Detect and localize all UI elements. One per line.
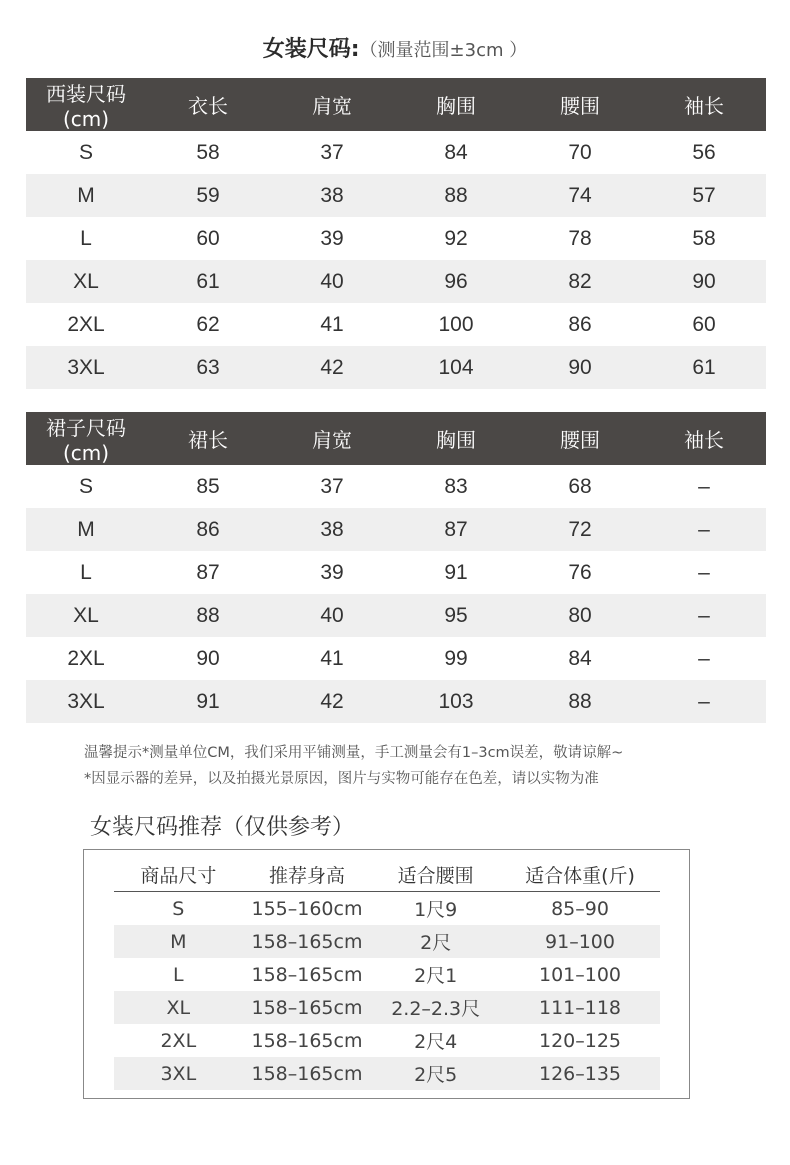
table-row: [114, 1057, 660, 1090]
table-row: [26, 346, 766, 389]
cell-shoulder: 37: [320, 140, 344, 164]
cell-sleeve: 61: [642, 346, 766, 389]
cell-shoulder: 41: [320, 646, 344, 670]
cell-bust: 84: [444, 140, 468, 164]
header-length: 裙长: [146, 412, 270, 465]
header-sleeve: 袖长: [642, 412, 766, 465]
cell-sleeve: –: [642, 594, 766, 637]
table-header-row: [26, 78, 766, 131]
cell-height: 155–160cm: [251, 897, 363, 920]
cell-size: L: [80, 226, 92, 250]
header-bust: 胸围: [394, 78, 518, 131]
recommendation-box: [83, 849, 690, 1099]
header-shoulder: 肩宽: [270, 78, 394, 131]
cell-length: 90: [196, 646, 220, 670]
cell-weight: 126–135: [500, 1057, 660, 1090]
cell-weight: 120–125: [538, 1029, 622, 1052]
cell-bust: 100: [438, 312, 474, 336]
cell-length: 61: [146, 260, 270, 303]
table-row: [26, 508, 766, 551]
cell-shoulder: 39: [320, 226, 344, 250]
cell-waist: 2.2–2.3尺: [371, 991, 500, 1024]
cell-size: 3XL: [26, 346, 146, 389]
cell-sleeve: 57: [642, 174, 766, 217]
cell-shoulder: 40: [270, 260, 394, 303]
cell-shoulder: 41: [320, 312, 344, 336]
table-row: [26, 217, 766, 260]
cell-size: 2XL: [67, 646, 105, 670]
cell-height: 158–165cm: [243, 1057, 372, 1090]
cell-length: 91: [146, 680, 270, 723]
header-size: 裙子尺码(cm): [26, 412, 146, 465]
cell-waist: 70: [568, 140, 592, 164]
cell-bust: 96: [394, 260, 518, 303]
cell-sleeve: 60: [692, 312, 716, 336]
table-row: [26, 637, 766, 680]
note-line: 温馨提示*测量单位CM，我们采用平铺测量，手工测量会有1–3cm误差，敬请谅解~: [84, 745, 624, 761]
cell-height: 158–165cm: [251, 963, 363, 986]
header-sleeve: 袖长: [642, 78, 766, 131]
table-row: [26, 131, 766, 174]
header-length: 衣长: [146, 78, 270, 131]
cell-bust: 104: [394, 346, 518, 389]
table-row: [26, 594, 766, 637]
table-row: [26, 551, 766, 594]
header-waist: 腰围: [518, 78, 642, 131]
cell-length: 86: [146, 508, 270, 551]
header-waist: 适合腰围: [371, 858, 500, 892]
cell-weight: 101–100: [538, 963, 622, 986]
cell-length: 88: [146, 594, 270, 637]
cell-size: S: [172, 897, 185, 920]
cell-waist: 76: [568, 560, 592, 584]
cell-bust: 83: [444, 474, 468, 498]
cell-shoulder: 42: [270, 680, 394, 723]
cell-waist: 2尺5: [371, 1057, 500, 1090]
cell-sleeve: 56: [692, 140, 716, 164]
cell-length: 85: [196, 474, 220, 498]
cell-shoulder: 40: [270, 594, 394, 637]
cell-bust: 92: [444, 226, 468, 250]
cell-shoulder: 42: [270, 346, 394, 389]
cell-bust: 99: [444, 646, 468, 670]
cell-sleeve: 58: [692, 226, 716, 250]
cell-shoulder: 38: [270, 508, 394, 551]
cell-length: 58: [196, 140, 220, 164]
cell-sleeve: –: [698, 646, 710, 670]
cell-bust: 91: [444, 560, 468, 584]
cell-size: 2XL: [67, 312, 105, 336]
cell-waist: 90: [518, 346, 642, 389]
cell-size: M: [26, 174, 146, 217]
cell-waist: 86: [568, 312, 592, 336]
table-row: [26, 260, 766, 303]
table-row: [114, 958, 660, 991]
header-weight: 适合体重(斤): [500, 858, 660, 892]
header-bust: 胸围: [394, 412, 518, 465]
cell-length: 60: [196, 226, 220, 250]
cell-length: 63: [146, 346, 270, 389]
table-header-row: [26, 412, 766, 465]
cell-sleeve: –: [698, 560, 710, 584]
page-title: [0, 30, 790, 71]
cell-weight: 111–118: [500, 991, 660, 1024]
cell-size: S: [78, 474, 93, 498]
cell-waist: 82: [518, 260, 642, 303]
table-row: [114, 925, 660, 958]
cell-shoulder: 38: [270, 174, 394, 217]
cell-size: M: [26, 508, 146, 551]
cell-size: XL: [114, 991, 243, 1024]
recommendation-title: 女装尺码推荐（仅供参考）: [90, 815, 355, 840]
cell-shoulder: 37: [320, 474, 344, 498]
header-product-size: 商品尺寸: [114, 858, 243, 892]
recommendation-table: [114, 858, 660, 1090]
cell-waist: 74: [518, 174, 642, 217]
header-size: 西装尺码(cm): [26, 78, 146, 131]
cell-size: M: [114, 925, 243, 958]
cell-waist: 84: [568, 646, 592, 670]
cell-sleeve: 90: [642, 260, 766, 303]
header-shoulder: 肩宽: [270, 412, 394, 465]
cell-waist: 88: [518, 680, 642, 723]
cell-sleeve: –: [642, 680, 766, 723]
table-row: [26, 174, 766, 217]
cell-waist: 2尺4: [414, 1031, 458, 1053]
table-header-row: [114, 858, 660, 892]
cell-size: L: [80, 560, 92, 584]
cell-sleeve: –: [698, 474, 710, 498]
cell-waist: 78: [568, 226, 592, 250]
suit-size-table: [26, 78, 766, 389]
cell-waist: 80: [518, 594, 642, 637]
table-row: [26, 465, 766, 508]
cell-waist: 2尺1: [414, 965, 458, 987]
cell-size: 2XL: [160, 1029, 197, 1052]
cell-length: 87: [196, 560, 220, 584]
cell-size: 3XL: [114, 1057, 243, 1090]
note-line: *因显示器的差异，以及拍摄光景原因，图片与实物可能存在色差，请以实物为准: [84, 771, 599, 787]
cell-height: 158–165cm: [243, 991, 372, 1024]
cell-sleeve: –: [642, 508, 766, 551]
cell-waist: 72: [518, 508, 642, 551]
measurement-notes: [84, 740, 623, 792]
cell-size: XL: [26, 594, 146, 637]
cell-waist: 2尺: [371, 925, 500, 958]
cell-size: L: [173, 963, 184, 986]
header-height: 推荐身高: [243, 858, 372, 892]
table-row: [26, 680, 766, 723]
cell-size: 3XL: [26, 680, 146, 723]
skirt-size-table: [26, 412, 766, 723]
table-row: [114, 1024, 660, 1057]
cell-size: XL: [26, 260, 146, 303]
cell-bust: 87: [394, 508, 518, 551]
cell-weight: 85–90: [551, 897, 609, 920]
header-waist: 腰围: [518, 412, 642, 465]
table-row: [26, 303, 766, 346]
table-row: [114, 892, 660, 926]
cell-bust: 95: [394, 594, 518, 637]
cell-height: 158–165cm: [243, 925, 372, 958]
cell-weight: 91–100: [500, 925, 660, 958]
cell-size: S: [78, 140, 93, 164]
cell-shoulder: 39: [320, 560, 344, 584]
title-main: 女装尺码:: [262, 37, 360, 62]
cell-length: 62: [196, 312, 220, 336]
cell-bust: 103: [394, 680, 518, 723]
cell-waist: 68: [568, 474, 592, 498]
title-measure-range: （测量范围±3cm ）: [359, 40, 528, 61]
cell-length: 59: [146, 174, 270, 217]
cell-waist: 1尺9: [414, 899, 458, 921]
cell-height: 158–165cm: [251, 1029, 363, 1052]
cell-bust: 88: [394, 174, 518, 217]
table-row: [114, 991, 660, 1024]
